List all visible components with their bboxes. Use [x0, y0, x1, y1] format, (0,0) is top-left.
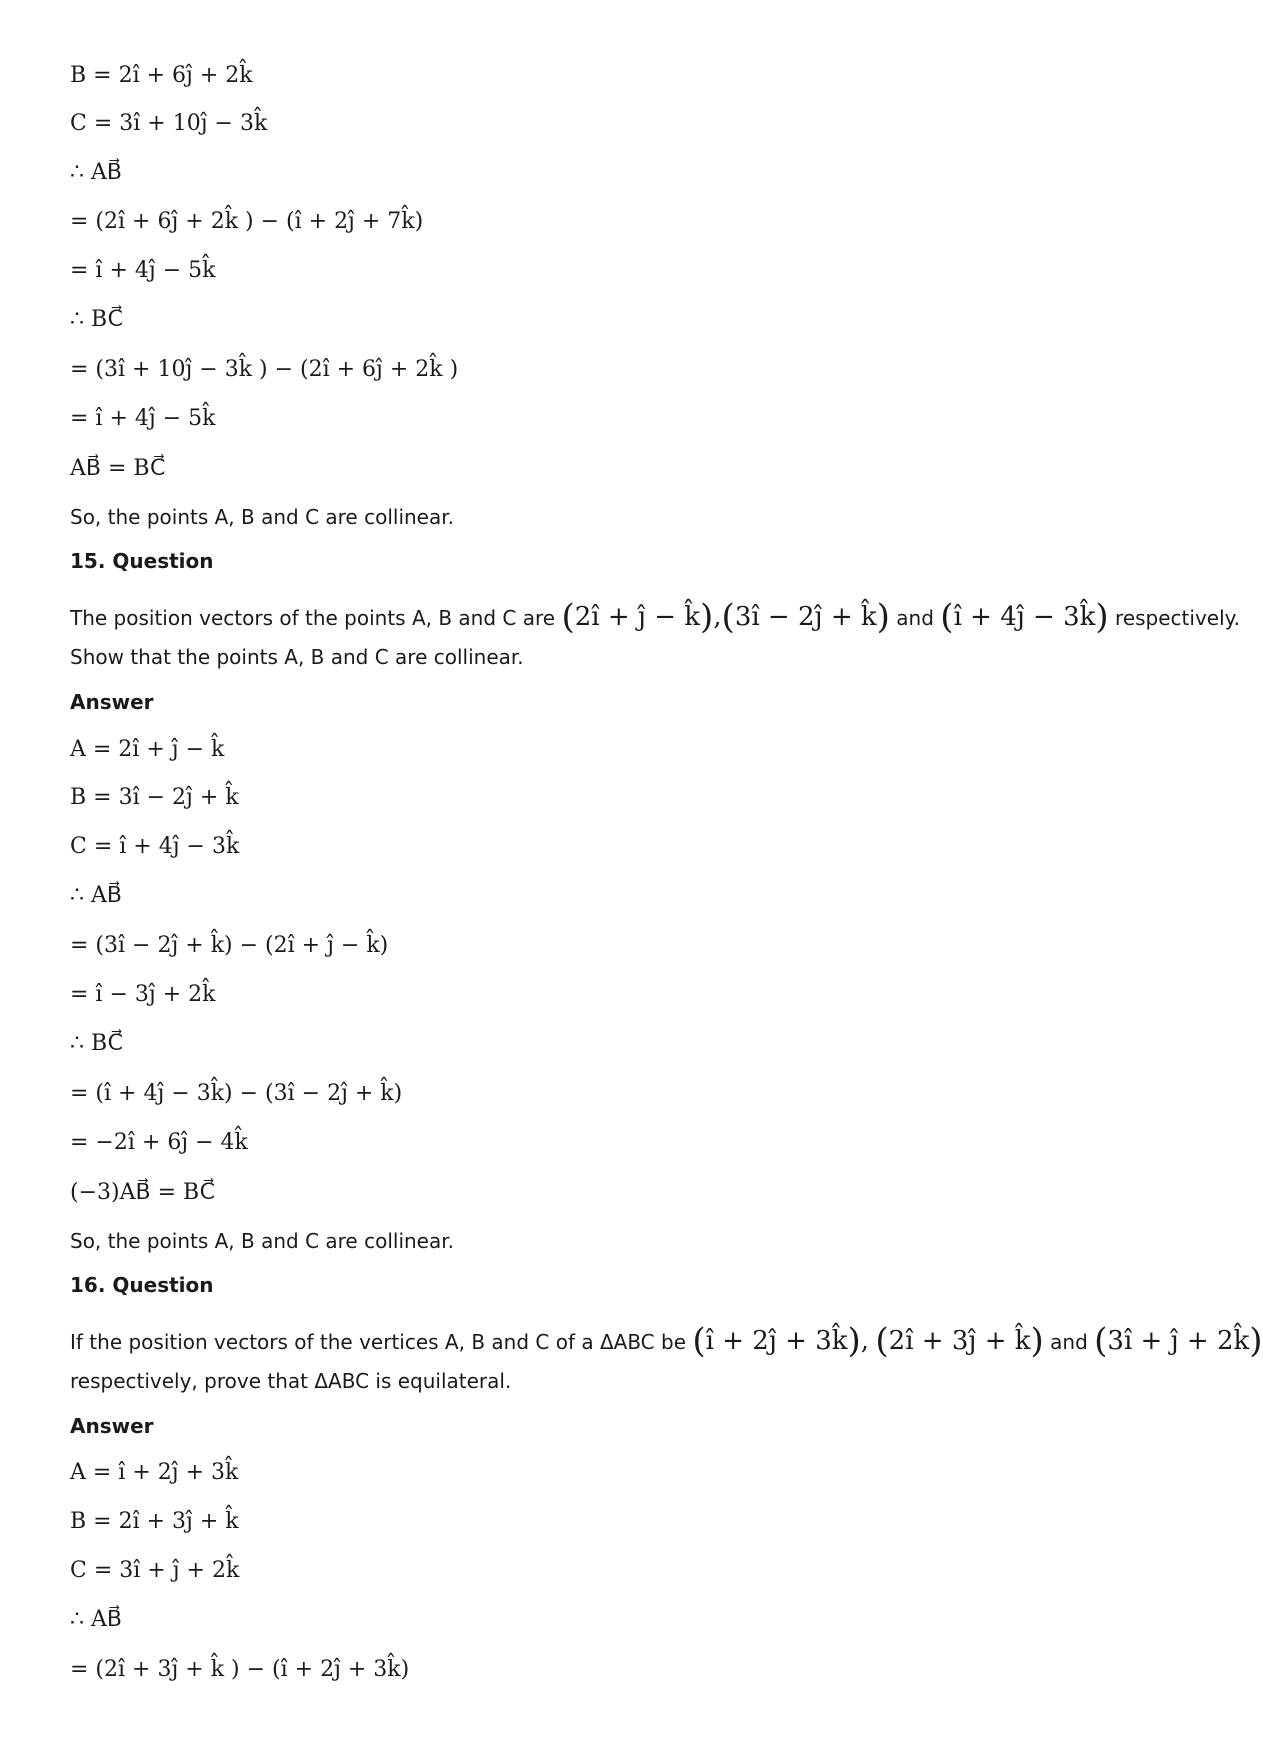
vector-c: (î + 4ĵ − 3k̂) [940, 597, 1109, 637]
therefore-ab: ∴ AB⃗ [70, 160, 122, 185]
equation-b: B = 3î − 2ĵ + k̂ [70, 785, 239, 810]
question-text: The position vectors of the points A, B and C are (2î + ĵ − k̂),(3î − 2ĵ + k̂) and (î + 4ĵ − 3k̂) respectively. [70, 597, 1240, 637]
equation-line: = (2î + 6ĵ + 2k̂ ) − (î + 2ĵ + 7k̂) [70, 209, 424, 234]
equation-c: C = 3î + 10ĵ − 3k̂ [70, 111, 268, 136]
equation-line: = (3î − 2ĵ + k̂) − (2î + ĵ − k̂) [70, 933, 389, 958]
question-heading: 15. Question [70, 549, 214, 573]
therefore-bc: ∴ BC⃗ [70, 307, 123, 332]
equation-b: B = 2î + 6ĵ + 2k̂ [70, 63, 253, 88]
equation-line: = (î + 4ĵ − 3k̂) − (3î − 2ĵ + k̂) [70, 1081, 403, 1106]
equation-line: AB⃗ = BC⃗ [70, 456, 166, 481]
conclusion-text: So, the points A, B and C are collinear. [70, 505, 454, 529]
vector-b: (3î − 2ĵ + k̂) [721, 597, 890, 637]
question-text-line2: respectively, prove that ΔABC is equilateral. [70, 1369, 512, 1393]
question-text-part: respectively. [1115, 606, 1240, 630]
equation-b: B = 2î + 3ĵ + k̂ [70, 1509, 239, 1534]
equation-line: = −2î + 6ĵ − 4k̂ [70, 1130, 248, 1155]
question-text-line2: Show that the points A, B and C are collinear. [70, 645, 524, 669]
conclusion-text: So, the points A, B and C are collinear. [70, 1229, 454, 1253]
vector-a: (2î + ĵ − k̂) [561, 597, 714, 637]
question-text: If the position vectors of the vertices A, B and C of a ΔABC be (î + 2ĵ + 3k̂), (2î + 3ĵ + k̂) and (3î + ĵ + 2k̂) [70, 1321, 1263, 1361]
answer-label: Answer [70, 690, 154, 714]
and-word: and [1050, 1330, 1088, 1354]
equation-a: A = î + 2ĵ + 3k̂ [70, 1460, 239, 1485]
equation-line: = î + 4ĵ − 5k̂ [70, 258, 216, 283]
equation-line: (−3)AB⃗ = BC⃗ [70, 1180, 215, 1205]
equation-line: = (2î + 3ĵ + k̂ ) − (î + 2ĵ + 3k̂) [70, 1657, 410, 1682]
equation-c: C = 3î + ĵ + 2k̂ [70, 1558, 240, 1583]
equation-a: A = 2î + ĵ − k̂ [70, 737, 225, 762]
and-word: and [896, 606, 934, 630]
therefore-ab: ∴ AB⃗ [70, 883, 122, 908]
equation-line: = (3î + 10ĵ − 3k̂ ) − (2î + 6ĵ + 2k̂ ) [70, 357, 459, 382]
therefore-ab: ∴ AB⃗ [70, 1607, 122, 1632]
equation-c: C = î + 4ĵ − 3k̂ [70, 834, 240, 859]
question-text-part: If the position vectors of the vertices A, B and C of a ΔABC be [70, 1330, 687, 1354]
question-text-part: The position vectors of the points A, B and C are [70, 606, 556, 630]
vector-b: (2î + 3ĵ + k̂) [875, 1321, 1044, 1361]
equation-line: = î + 4ĵ − 5k̂ [70, 406, 216, 431]
question-heading: 16. Question [70, 1273, 214, 1297]
vector-c: (3î + ĵ + 2k̂) [1094, 1321, 1263, 1361]
vector-a: (î + 2ĵ + 3k̂) [692, 1321, 861, 1361]
equation-line: = î − 3ĵ + 2k̂ [70, 982, 216, 1007]
therefore-bc: ∴ BC⃗ [70, 1031, 123, 1056]
answer-label: Answer [70, 1414, 154, 1438]
